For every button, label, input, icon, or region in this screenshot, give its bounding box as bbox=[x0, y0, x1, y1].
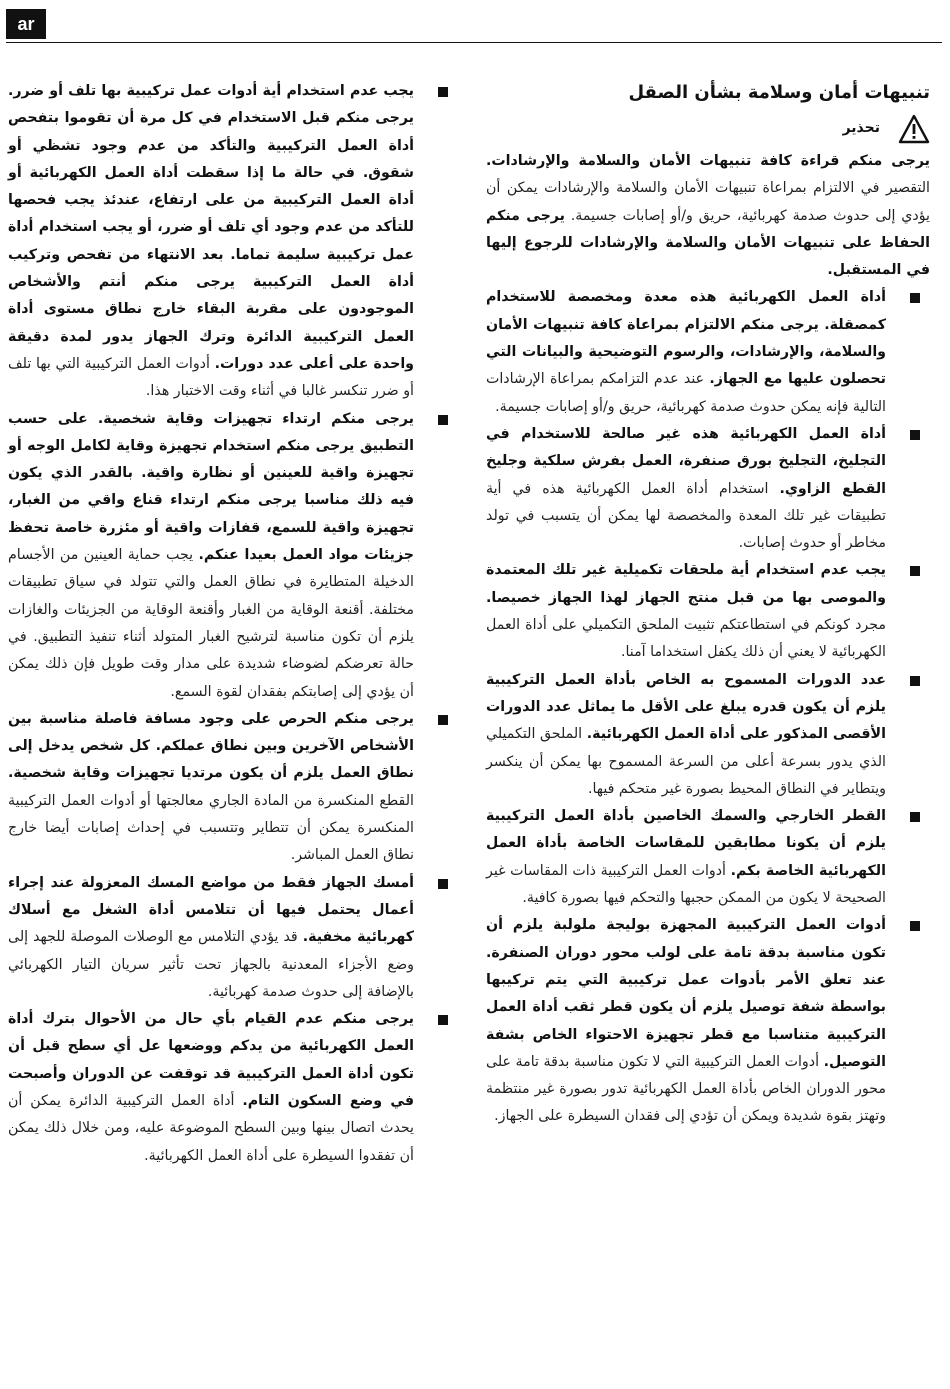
item-bold-text: عدد الدورات المسموح به الخاص بأداة العمل التركيبية يلزم أن يكون قدره يبلغ على الأقل ما يماثل عدد الدورات الأقصى المذكور على أداة العمل الكهربائية. bbox=[486, 671, 886, 743]
item-bold-text: يجب عدم استخدام أية ملحقات تكميلية غير تلك المعتمدة والموصى بها من قبل منتج الجهاز لهذا الجهاز خصيصا. bbox=[486, 562, 886, 606]
bullet-square-icon bbox=[910, 812, 920, 822]
item-normal-text: أداة العمل التركيبية الدائرة يمكن أن يحدث اتصال بينها وبين السطح الموضوعة عليه، ومن خلال ذلك يمكن أن تفقدوا السيطرة على أداة العمل الكهربائية. bbox=[8, 1092, 414, 1164]
left-column bbox=[8, 78, 458, 1170]
bullet-square-icon bbox=[910, 293, 920, 303]
item-normal-text: الملحق التكميلي الذي يدور بسرعة أعلى من السرعة المسموح بها يمكن أن ينكسر ويتطاير في النطاق المحيط بصورة غير متحكم فيها. bbox=[486, 726, 886, 797]
right-items-list bbox=[486, 284, 930, 1130]
warning-label: تحذير bbox=[842, 120, 880, 137]
bullet-square-icon bbox=[910, 921, 920, 931]
item-normal-text: عند عدم التزامكم بمراعاة الإرشادات التالية فإنه يمكن حدوث صدمة كهربائية، حريق و/أو إصابات جسيمة. bbox=[486, 371, 886, 415]
item-bold-text: أمسك الجهاز فقط من مواضع المسك المعزولة عند إجراء أعمال يحتمل فيها أن تتلامس أداة الشغل مع أسلاك كهربائية مخفية. bbox=[8, 874, 414, 946]
item-normal-text: أدوات العمل التركيبية ذات المقاسات غير الصحيحة لا يكون من الممكن حجبها والتحكم فيها بصورة كافية. bbox=[486, 862, 886, 907]
item-normal-text: أدوات العمل التركيبية التي بها تلف أو ضرر تنكسر غالبا في أثناء وقت الاختبار هذا. bbox=[8, 355, 414, 400]
item-bold-text: يرجى منكم ارتداء تجهيزات وقاية شخصية. على حسب التطبيق يرجى منكم استخدام تجهيزة وقاية لكامل الوجه أو تجهيزة واقية للعينين أو نظارة واقية. بالقدر الذي يكون فيه ذلك مناسبا يرجى منكم ارتداء قناع واقي من الغبار، تجهيزة واقية للسمع، قفازات واقية أو مئزرة خاصة تحفظ جزيئات مواد العمل بعيدا عنكم. bbox=[8, 410, 414, 564]
item-bold-text: يرجى منكم الحرص على وجود مسافة فاصلة مناسبة بين الأشخاص الآخرين وبين نطاق عملكم. كل شخص يدخل إلى نطاق العمل يلزم أن يكون مرتديا تجهيزات وقاية شخصية. bbox=[8, 710, 414, 782]
list-item bbox=[486, 667, 930, 803]
left-items-list bbox=[8, 78, 458, 1170]
section-title: تنبيهات أمان وسلامة بشأن الصقل bbox=[628, 82, 930, 103]
list-item bbox=[8, 870, 458, 1006]
list-item bbox=[486, 421, 930, 557]
item-normal-text: القطع المنكسرة من المادة الجاري معالجتها أو أدوات العمل التركيبية المنكسرة يمكن أن تتطاير وتتسبب في إحداث إصابات أيضا خارج نطاق العمل المباشر. bbox=[8, 792, 414, 864]
right-column bbox=[486, 78, 930, 1131]
list-item bbox=[8, 706, 458, 870]
item-bold-text: القطر الخارجي والسمك الخاصين بأداة العمل التركيبية يلزم أن يكونا مطابقين للمقاسات الخاصة بأداة العمل الكهربائية الخاصة بكم. bbox=[486, 808, 886, 879]
item-bold-text: أداة العمل الكهربائية هذه معدة ومخصصة للاستخدام كمصقلة. يرجى منكم الالتزام بمراعاة كافة تنبيهات الأمان والسلامة، والإرشادات، والرسوم التوضيحية والبيانات التي تحصلون عليها مع الجهاز. bbox=[486, 289, 886, 388]
intro-paragraph bbox=[486, 148, 930, 284]
item-normal-text: مجرد كونكم في استطاعتكم تثبيت الملحق التكميلي على أداة العمل الكهربائية لا يعني أن ذلك يكفل استخداما آمنا. bbox=[486, 617, 886, 661]
item-bold-text: يجب عدم استخدام أية أدوات عمل تركيبية بها تلف أو ضرر. يرجى منكم قبل الاستخدام في كل مرة أن تقوموا بتفحص أداة العمل التركيبية والتأكد من عدم وجود تشظي أو شقوق. في حالة ما إذا سقطت أداة العمل الكهربائية أو أداة العمل التركيبية من على ارتفاع، عندئذ يجب فحصها للتأكد من عدم وجود أي تلف أو ضرر، أو يجب استخدام أداة عمل تركيبية سليمة تماما. بعد الانتهاء من تفحص وتركيب أداة العمل التركيبية يرجى منكم أنتم والأشخاص الموجودون على مقربة البقاء خارج نطاق مستوى أداة العمل التركيبية الدائرة وترك الجهاز يدور لمدة دقيقة واحدة على أعلى عدد دورات. bbox=[8, 83, 415, 372]
warning-header bbox=[486, 112, 930, 146]
bullet-square-icon bbox=[438, 415, 448, 425]
intro-normal: التقصير في الالتزام بمراعاة تنبيهات الأمان والسلامة والإرشادات يمكن أن يؤدي إلى حدوث صدمة كهربائية، حريق و/أو إصابات جسيمة. bbox=[486, 180, 930, 224]
item-bold-text: أدوات العمل التركيبية المجهزة بوليجة ملولبة يلزم أن تكون مناسبة بدقة تامة على لولب محور دوران الصنفرة. عند تعلق الأمر بأدوات عمل تركيبية التي يتم تركيبها بواسطة شفة توصيل يلزم أن يكون قطر ثقب أداة العمل التركيبية متناسبا مع قطر تجهيزة الاحتواء الخاص بشفة التوصيل. bbox=[486, 917, 886, 1070]
list-item bbox=[8, 406, 458, 706]
list-item bbox=[486, 284, 930, 420]
bullet-square-icon bbox=[910, 566, 920, 576]
list-item bbox=[8, 1006, 458, 1170]
list-item bbox=[486, 912, 930, 1130]
bullet-square-icon bbox=[910, 430, 920, 440]
bullet-square-icon bbox=[910, 676, 920, 686]
intro-bold: يرجى منكم قراءة كافة تنبيهات الأمان والسلامة والإرشادات. bbox=[486, 153, 930, 169]
intro-bold-2: يرجى منكم الحفاظ على تنبيهات الأمان والسلامة والإرشادات للرجوع إليها في المستقبل. bbox=[486, 207, 930, 279]
bullet-square-icon bbox=[438, 87, 448, 97]
item-bold-text: يرجى منكم عدم القيام بأي حال من الأحوال بترك أداة العمل الكهربائية من يدكم ووضعها عل أي سطح قبل أن تكون أداة العمل التركيبية قد توقفت عن الدوران وأصبحت في وضع السكون التام. bbox=[8, 1011, 414, 1109]
item-normal-text: أدوات العمل التركيبية التي لا تكون مناسبة بدقة تامة على محور الدوران الخاص بأداة العمل الكهربائية تدور بصورة غير منتظمة وتهتز بقوة شديدة ويمكن أن تؤدي إلى فقدان السيطرة على الجهاز. bbox=[486, 1053, 886, 1125]
list-item bbox=[486, 803, 930, 912]
warning-triangle-icon bbox=[898, 114, 930, 144]
header-divider bbox=[6, 42, 942, 43]
bullet-square-icon bbox=[438, 879, 448, 889]
language-tag: ar bbox=[6, 9, 46, 39]
bullet-square-icon bbox=[438, 715, 448, 725]
item-normal-text: يجب حماية العينين من الأجسام الدخيلة المتطايرة في نطاق العمل والتي تتولد في سياق تطبيقات مختلفة. أقنعة الوقاية من الغبار وأقنعة الوقاية من الجزيئات والغازات يلزم أن تكون مناسبة لترشيح الغبار المتولد أثناء تنفيذ التطبيق. في حالة تعرضكم لضوضاء شديدة على مدار وقت طويل فإن ذلك يمكن أن يؤدي إلى إصابتكم بفقدان لقوة السمع. bbox=[8, 547, 414, 700]
item-normal-text: قد يؤدي التلامس مع الوصلات الموصلة للجهد إلى وضع الأجزاء المعدنية بالجهاز تحت تأثير سريان التيار الكهربائي بالإضافة إلى حدوث صدمة كهربائية. bbox=[8, 929, 414, 1000]
bullet-square-icon bbox=[438, 1015, 448, 1025]
list-item bbox=[8, 78, 458, 406]
list-item bbox=[486, 557, 930, 666]
item-bold-text: أداة العمل الكهربائية هذه غير صالحة للاستخدام في التجليخ، التجليخ بورق صنفرة، العمل بفرش سلكية وجليخ القطع الزاوي. bbox=[486, 425, 887, 497]
item-normal-text: استخدام أداة العمل الكهربائية هذه في أية تطبيقات غير تلك المعدة والمخصصة لها يمكن أن يتسبب في تولد مخاطر أو حدوث إصابات. bbox=[486, 480, 886, 552]
